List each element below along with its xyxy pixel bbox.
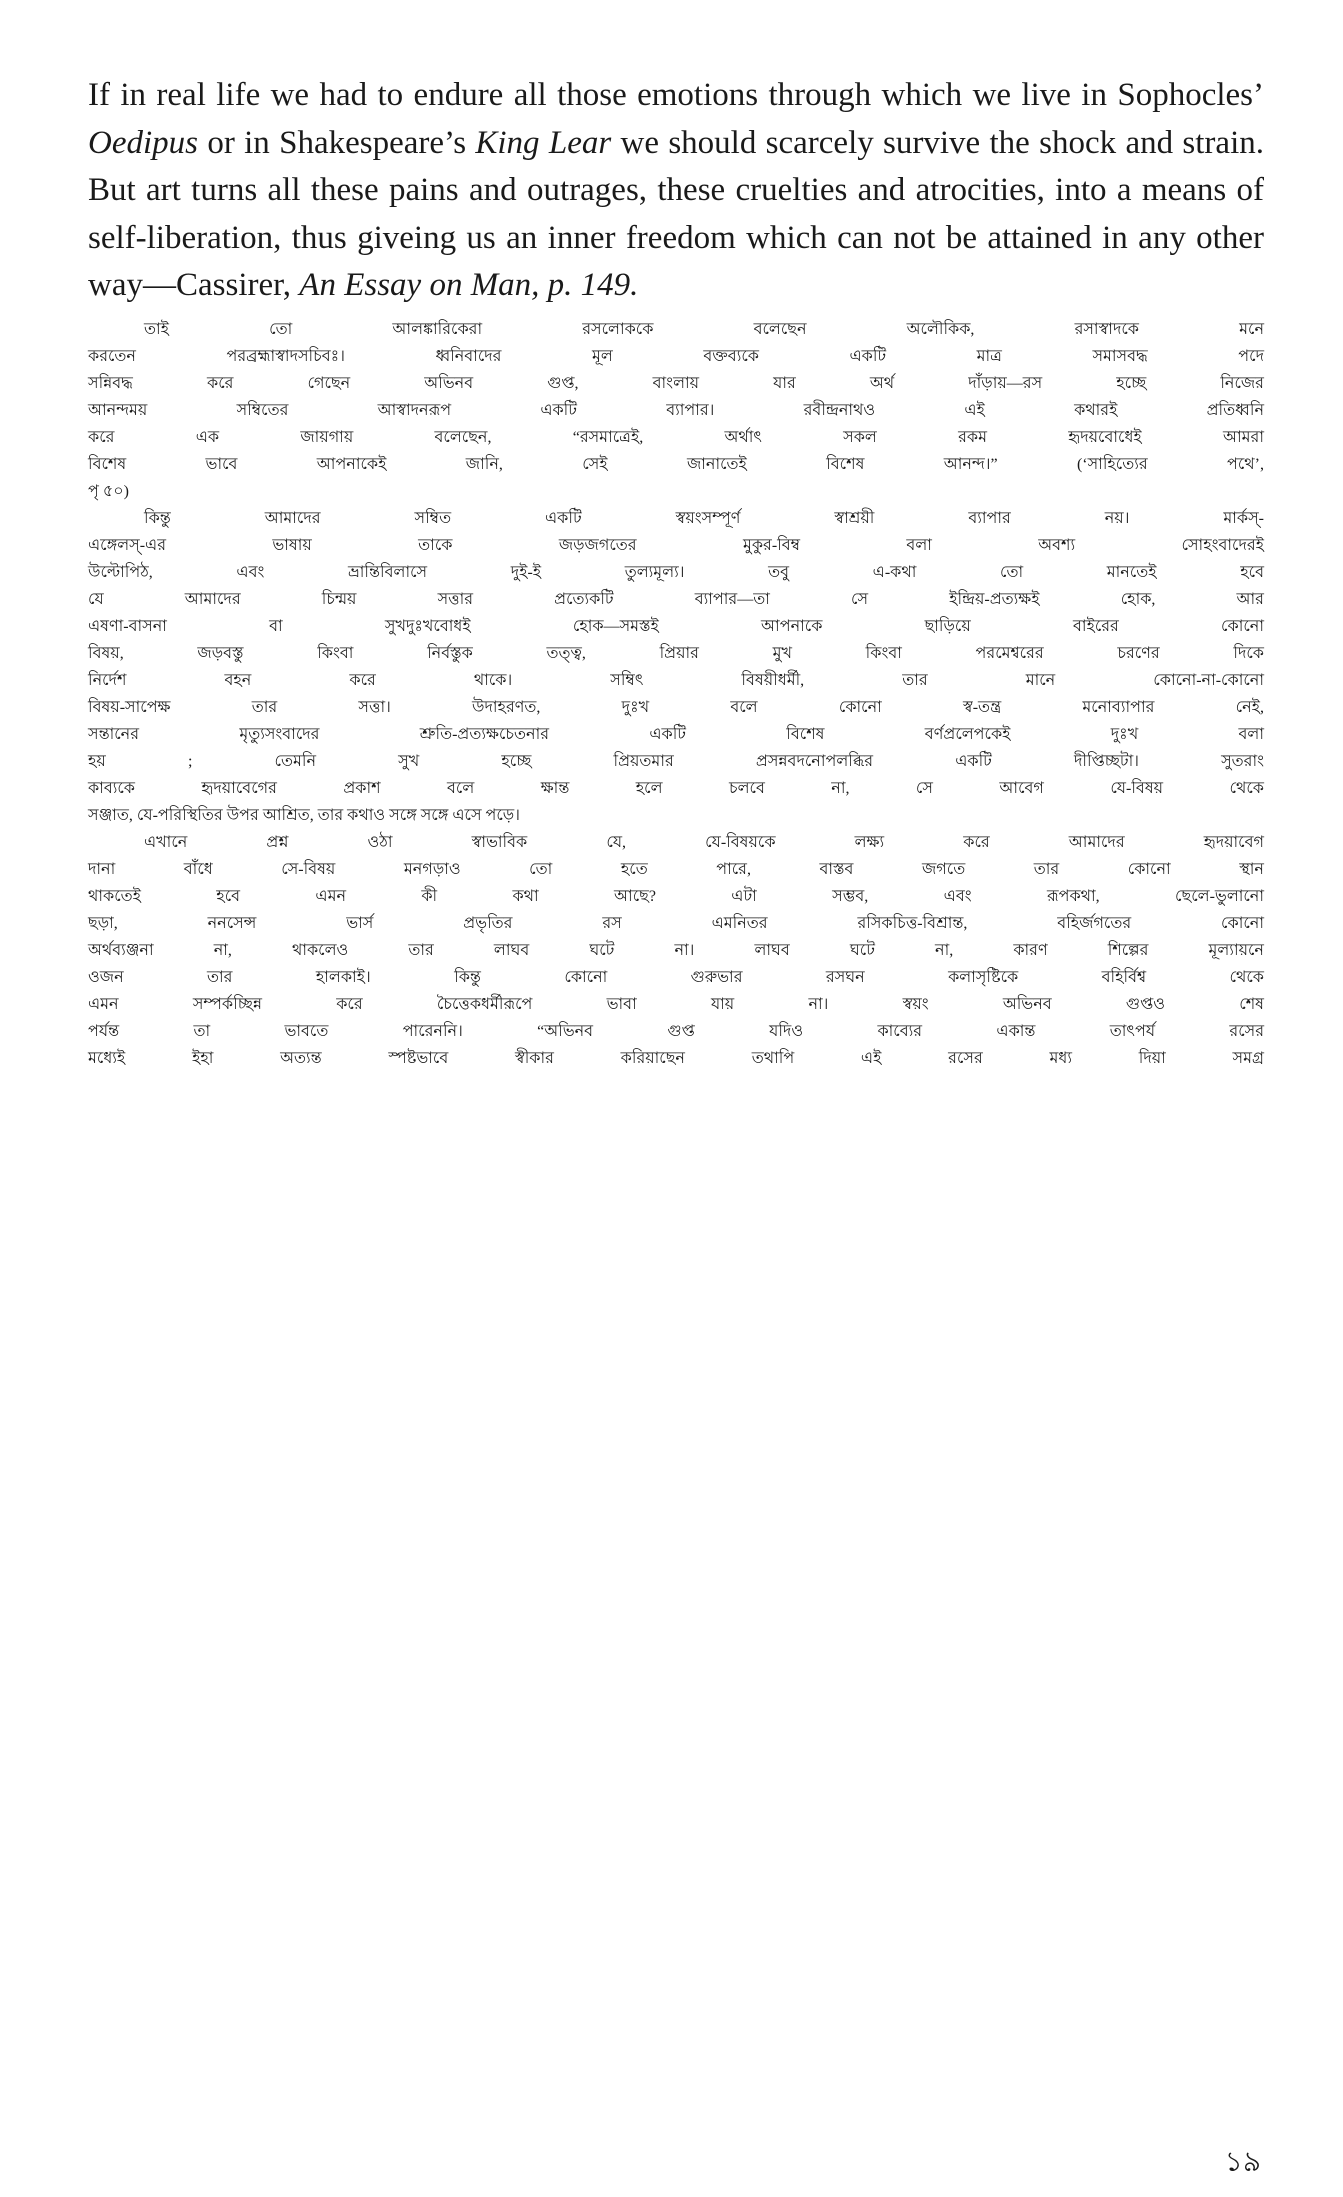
paragraph-line: আনন্দময় সম্বিতের আস্বাদনরূপ একটি ব্যাপার। রবীন্দ্রনাথও এই কথারই প্রতিধ্বনি	[88, 401, 1264, 419]
paragraph-line: কিন্তু আমাদের সম্বিত একটি স্বয়ংসম্পূর্ণ স্বাশ্রয়ী ব্যাপার নয়। মার্কস্-	[144, 509, 1264, 527]
paragraph-line: সন্তানের মৃত্যুসংবাদের শ্রুতি-প্রত্যক্ষচেতনার একটি বিশেষ বর্ণপ্রলেপকেই দুঃখ বলা	[88, 725, 1264, 743]
paragraph-line: এষণা-বাসনা বা সুখদুঃখবোধই হোক—সমস্তই আপনাকে ছাড়িয়ে বাইরের কোনো	[88, 617, 1264, 635]
quote-title-oedipus: Oedipus	[88, 124, 198, 161]
paragraph-line: সন্নিবদ্ধ করে গেছেন অভিনব গুপ্ত, বাংলায় যার অর্থ দাঁড়ায়—রস হচ্ছে নিজের	[88, 374, 1264, 392]
quote-text-1: If in real life we had to endure all those emotions through which we live in Sophocles’	[88, 77, 1264, 113]
quote-text-2: or in Shakespeare’s	[198, 124, 476, 161]
page-body	[88, 72, 1264, 1072]
paragraph-line: কাব্যকে হৃদয়াবেগের প্রকাশ বলে ক্ষান্ত হলে চলবে না, সে আবেগ যে-বিষয় থেকে	[88, 779, 1264, 797]
paragraph-line: বিষয়-সাপেক্ষ তার সত্তা। উদাহরণত, দুঃখ বলে কোনো স্ব-তন্ত্র মনোব্যাপার নেই,	[88, 698, 1264, 716]
paragraph-3	[88, 829, 1264, 1072]
paragraph-line: তাই তো আলঙ্কারিকেরা রসলোককে বলেছেন অলৌকিক, রসাস্বাদকে মনে	[144, 320, 1264, 338]
paragraph-line: পর্যন্ত তা ভাবতে পারেননি। “অভিনব গুপ্ত যদিও কাব্যের একান্ত তাৎপর্য রসের	[88, 1022, 1264, 1040]
paragraph-line: সঞ্জাত, যে-পরিস্থিতির উপর আশ্রিত, তার কথাও সঙ্গে সঙ্গে এসে পড়ে।	[88, 806, 520, 824]
paragraph-line: পৃ ৫০)	[88, 482, 129, 500]
paragraph-line: বিশেষ ভাবে আপনাকেই জানি, সেই জানাতেই বিশেষ আনন্দ।” (‘সাহিত্যের পথে’,	[88, 455, 1264, 473]
paragraph-line: নির্দেশ বহন করে থাকে। সম্বিৎ বিষয়ীধর্মী, তার মানে কোনো-না-কোনো	[88, 671, 1264, 689]
paragraph-2	[88, 505, 1264, 829]
paragraph-line: করে এক জায়গায় বলেছেন, “রসমাত্রেই, অর্থাৎ সকল রকম হৃদয়বোধেই আমরা	[88, 428, 1264, 446]
paragraph-line: যে আমাদের চিন্ময় সত্তার প্রত্যেকটি ব্যাপার—তা সে ইন্দ্রিয়-প্রত্যক্ষই হোক, আর	[88, 590, 1264, 608]
paragraph-line: হয় ; তেমনি সুখ হচ্ছে প্রিয়তমার প্রসন্নবদনোপলব্ধির একটি দীপ্তিচ্ছটা। সুতরাং	[88, 752, 1264, 770]
paragraph-line: ওজন তার হালকাই। কিন্তু কোনো গুরুভার রসঘন কলাসৃষ্টিকে বহির্বিশ্ব থেকে	[88, 968, 1264, 986]
paragraph-line: করতেন পরব্রহ্মাস্বাদসচিবঃ। ধ্বনিবাদের মূল বক্তব্যকে একটি মাত্র সমাসবদ্ধ পদে	[88, 347, 1264, 365]
quote-text-3: we should scarcely survive the shock and strain. But art turns all these pains and outrages, these cruelties and atrocities, into a means of self-liberation, thus giveing us an inner freedom which can not be attained in any other way—Cassirer,	[88, 124, 1264, 303]
paragraph-line: অর্থব্যঞ্জনা না, থাকলেও তার লাঘব ঘটে না। লাঘব ঘটে না, কারণ শিল্পের মূল্যায়নে	[88, 941, 1264, 959]
paragraph-line: এঙ্গেলস্-এর ভাষায় তাকে জড়জগতের মুকুর-বিম্ব বলা অবশ্য সোহংবাদেরই	[88, 536, 1264, 554]
paragraph-line: বিষয়, জড়বস্তু কিংবা নির্বস্তুক তত্ত্ব, প্রিয়ার মুখ কিংবা পরমেশ্বরের চরণের দিকে	[88, 644, 1264, 662]
quote-source: An Essay on Man, p. 149.	[299, 267, 639, 303]
paragraph-line: এখানে প্রশ্ন ওঠা স্বাভাবিক যে, যে-বিষয়কে লক্ষ্য করে আমাদের হৃদয়াবেগ	[144, 833, 1264, 851]
epigraph-quote	[88, 72, 1264, 310]
page-number: ১৯	[1224, 2145, 1261, 2178]
paragraph-line: উল্টোপিঠ, এবং ভ্রান্তিবিলাসে দুই-ই তুল্যমূল্য। তবু এ-কথা তো মানতেই হবে	[88, 563, 1264, 581]
quote-title-king-lear: King Lear	[475, 124, 612, 161]
paragraph-line: ছড়া, ননসেন্স ভার্স প্রভৃতির রস এমনিতর রসিকচিত্ত-বিশ্রান্ত, বহির্জগতের কোনো	[88, 914, 1264, 932]
paragraph-1	[88, 316, 1264, 505]
paragraph-line: থাকতেই হবে এমন কী কথা আছে? এটা সম্ভব, এবং রূপকথা, ছেলে-ভুলানো	[88, 887, 1264, 905]
paragraph-line: দানা বাঁধে সে-বিষয় মনগড়াও তো হতে পারে, বাস্তব জগতে তার কোনো স্থান	[88, 860, 1264, 878]
paragraph-line: মধ্যেই ইহা অত্যন্ত স্পষ্টভাবে স্বীকার করিয়াছেন তথাপি এই রসের মধ্য দিয়া সমগ্র	[88, 1049, 1264, 1067]
paragraph-line: এমন সম্পর্কচ্ছিন্ন করে চৈত্তেকধর্মীরূপে ভাবা যায় না। স্বয়ং অভিনব গুপ্তও শেষ	[88, 995, 1264, 1013]
